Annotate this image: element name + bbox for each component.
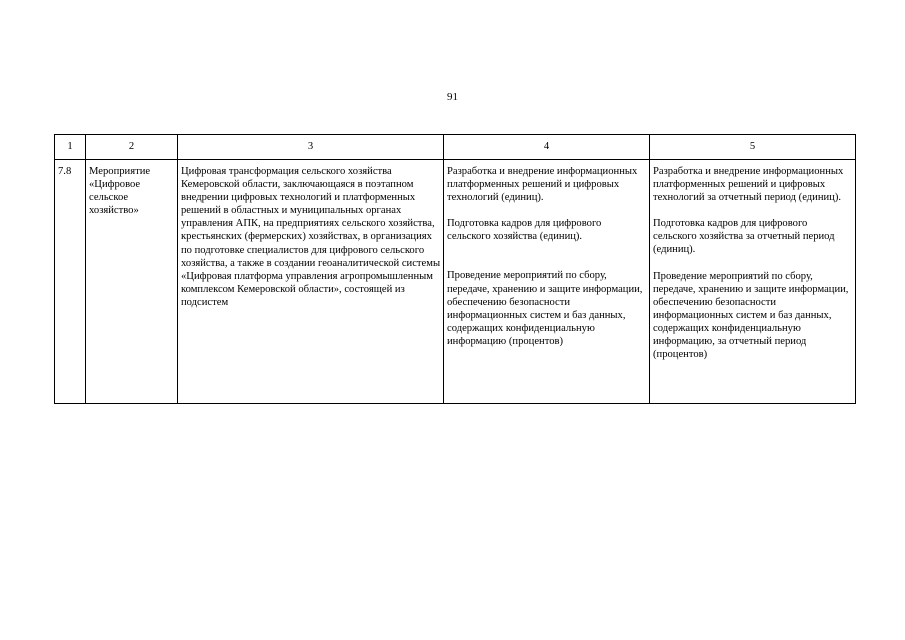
indicator-information-security: Проведение мероприятий по сбору, передаче, хранению и защите информации, обеспечению безопасности информационных систем и баз данных, содержащих конфиденциальную информацию (процентов) <box>447 270 643 347</box>
column-header-2: 2 <box>86 135 178 160</box>
event-name-cell: Мероприятие «Цифровое сельское хозяйство» <box>86 160 178 404</box>
description-cell: Цифровая трансформация сельского хозяйства Кемеровской области, заключающаяся в поэтапном внедрении цифровых технологий и платформенных решений в областных и муниципальных органах управления АПК, на предприятиях сельского хозяйства, крестьянских (фермерских) хозяйствах, в организациях по подготовке специалистов для цифрового сельского хозяйства, а также в создании геоаналитической системы «Цифровая платформа управления агропромышленным комплексом Кемеровской области», состоящей из подсистем <box>178 160 444 404</box>
indicators-cell <box>444 160 650 404</box>
page-number: 91 <box>447 91 458 103</box>
indicators-period-cell <box>650 160 856 404</box>
indicator-staff-training: Подготовка кадров для цифрового сельского хозяйства (единиц). <box>447 218 602 243</box>
indicator-period-information-security: Проведение мероприятий по сбору, передаче, хранению и защите информации, обеспечению безопасности информационных систем и баз данных, содержащих конфиденциальную информацию, за отчетный период (процентов) <box>653 270 849 361</box>
indicator-period-platform-solutions: Разработка и внедрение информационных платформенных решений и цифровых технологий за отчетный период (единиц). <box>653 166 844 204</box>
table-row <box>55 160 856 404</box>
column-header-4: 4 <box>444 135 650 160</box>
indicator-period-staff-training: Подготовка кадров для цифрового сельского хозяйства за отчетный период (единиц). <box>653 218 835 256</box>
indicator-platform-solutions: Разработка и внедрение информационных платформенных решений и цифровых технологий (единиц). <box>447 166 638 204</box>
document-table <box>54 134 856 404</box>
column-header-5: 5 <box>650 135 856 160</box>
column-header-3: 3 <box>178 135 444 160</box>
column-header-1: 1 <box>55 135 86 160</box>
row-number-cell: 7.8 <box>55 160 86 404</box>
table-header-row <box>55 135 856 160</box>
